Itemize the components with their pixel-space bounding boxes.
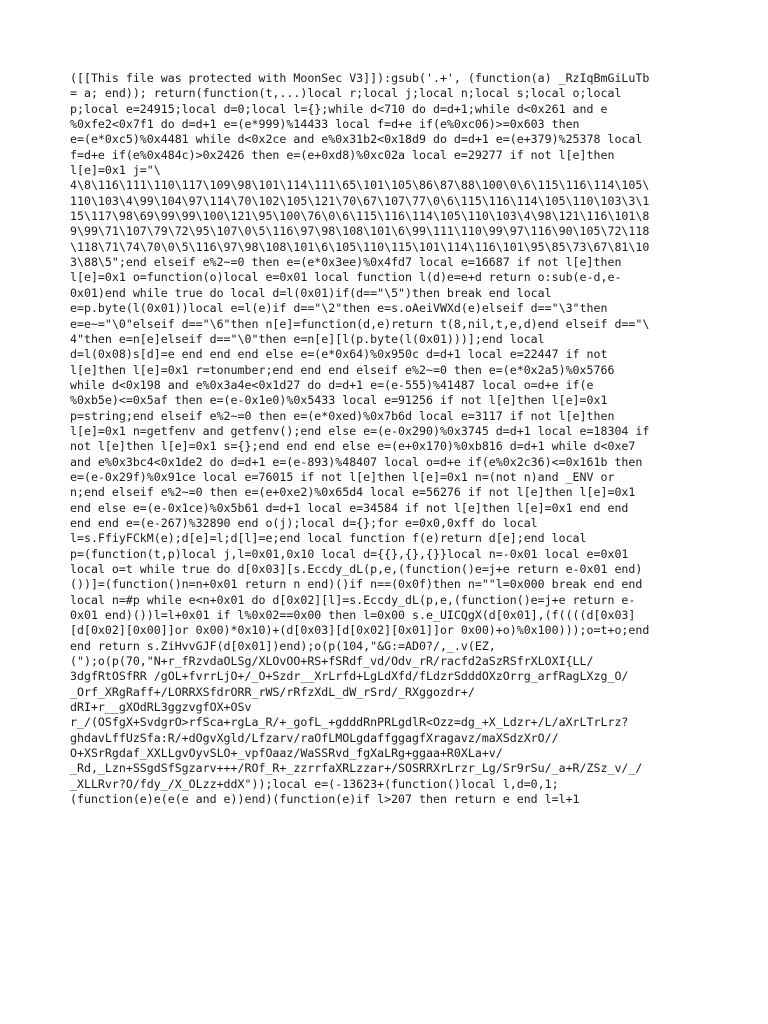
- code-line: %0xb5e)<=0x5af then e=(e-0x1e0)%0x5433 local e=91256 if not l[e]then l[e]=0x1: [70, 393, 608, 408]
- code-line: %0xfe2<0x7f1 do d=d+1 e=(e*999)%14433 local f=d+e if(e%0xc06)>=0x603 then: [70, 117, 580, 132]
- code-line: 3dgfRtOSfRR /gOL+fvrrLjO+/_O+Szdr__XrLrfd+LgLdXfd/fLdzrSdddOXzOrrg_arfRagLXzg_O/: [70, 669, 629, 684]
- code-line: l[e]then l[e]=0x1 r=tonumber;end end end elseif e%2~=0 then e=(e*0x2a5)%0x5766: [70, 362, 615, 377]
- code-line: r_/(OSfgX+SvdgrO>rfSca+rgLa_R/+_gofL_+gdddRnPRLgdlR<Ozz=dg_+X_Ldzr+/L/aXrLTrLrz?: [70, 715, 629, 730]
- code-line: 110\103\4\99\104\97\114\70\102\105\121\70\67\107\77\0\6\115\116\114\105\110\103\3\1: [70, 193, 650, 208]
- code-line: ([[This file was protected with MoonSec V3]]):gsub('.+', (function(a) _RzIqBmGiLuTb: [70, 71, 650, 85]
- code-line: end return s.ZiHvvGJF(d[0x01])end);o(p(104,"&G:=AD0?/,_.v(EZ,: [70, 638, 496, 653]
- code-line: ghdavLffUzSfa:R/+dOgvXgld/Lfzarv/raOfLMOLgdaffggagfXragavz/maXSdzXrO//: [70, 730, 559, 745]
- code-line: 9\99\71\107\79\72\95\107\0\5\116\97\98\108\101\6\99\111\110\99\97\116\90\105\72\118: [70, 224, 650, 239]
- code-line: while d<0x198 and e%0x3a4e<0x1d27 do d=d+1 e=(e-555)%41487 local o=d+e if(e: [70, 377, 594, 392]
- code-line: and e%0x3bc4<0x1de2 do d=d+1 e=(e-893)%48407 local o=d+e if(e%0x2c36)<=0x161b then: [70, 454, 643, 469]
- code-line: O+XSrRgdaf_XXLLgvOyvSLO+_vpfOaaz/WaSSRvd_fgXaLRg+ggaa+R0XLa+v/: [70, 746, 503, 761]
- code-line: e=(e*0xc5)%0x4481 while d<0x2ce and e%0x31b2<0x18d9 do d=d+1 e=(e+379)%25378 local: [70, 132, 643, 147]
- code-line: e=e~="\0"elseif d=="\6"then n[e]=function(d,e)return t(8,nil,t,e,d)end elseif d=="\: [70, 316, 650, 331]
- code-line: e=(e-0x29f)%0x91ce local e=76015 if not l[e]then l[e]=0x1 n=(not n)and _ENV or: [70, 469, 615, 484]
- code-line: local n=#p while e<n+0x01 do d[0x02][l]=s.Eccdy_dL(p,e,(function()e=j+e return e-: [70, 592, 636, 607]
- code-line: _Rd,_Lzn+SSgdSfSgzarv+++/ROf_R+_zzrrfaXRLzzar+/SOSRRXrLrzr_Lg/Sr9rSu/_a+R/ZSz_v/_/: [70, 761, 643, 776]
- code-line: 4\8\116\111\110\117\109\98\101\114\111\65\101\105\86\87\88\100\0\6\115\116\114\105\: [70, 178, 650, 193]
- code-line: _Orf_XRgRaff+/LORRXSfdrORR_rWS/rRfzXdL_dW_rSrd/_RXggozdr+/: [70, 684, 475, 699]
- code-line: l[e]=0x1 n=getfenv and getfenv();end else e=(e-0x290)%0x3745 d=d+1 local e=18304 if: [70, 423, 650, 438]
- code-line: (function(e)e(e(e and e))end)(function(e)if l>207 then return e end l=l+1: [70, 792, 580, 807]
- code-line: d=l(0x08)s[d]=e end end end else e=(e*0x64)%0x950c d=d+1 local e=22447 if not: [70, 347, 608, 362]
- code-line: \118\71\74\70\0\5\116\97\98\108\101\6\105\110\115\101\114\116\101\95\85\73\67\81\10: [70, 239, 650, 254]
- code-line: 3\88\5";end elseif e%2~=0 then e=(e*0x3ee)%0x4fd7 local e=16687 if not l[e]then: [70, 255, 622, 270]
- code-line: (");o(p(70,"N+r_fRzvdaOLSg/XLOvOO+RS+fSRdf_vd/Odv_rR/racfd2aSzRSfrXLOXI{LL/: [70, 654, 594, 669]
- code-line: _XLLRvr?O/fdy_/X_OLzz+ddX"));local e=(-13623+(function()local l,d=0,1;: [70, 776, 559, 791]
- code-page: [70, 71, 760, 808]
- code-line: f=d+e if(e%0x484c)>0x2426 then e=(e+0xd8)%0xc02a local e=29277 if not l[e]then: [70, 147, 615, 162]
- code-line: dRI+r__gXOdRL3ggzvgfOX+OSv: [70, 700, 252, 715]
- code-line: l[e]=0x1 o=function(o)local e=0x01 local function l(d)e=e+d return o:sub(e-d,e-: [70, 270, 622, 285]
- code-line: local o=t while true do d[0x03][s.Eccdy_dL(p,e,(function()e=j+e return e-0x01 end): [70, 562, 643, 576]
- code-line: p=string;end elseif e%2~=0 then e=(e*0xed)%0x7b6d local e=3117 if not l[e]then: [70, 408, 615, 423]
- code-line: ())]=(function()n=n+0x01 return n end)()if n==(0x0f)then n=""l=0x000 break end end: [70, 577, 643, 592]
- code-line: p;local e=24915;local d=0;local l={};while d<710 do d=d+1;while d<0x261 and e: [70, 101, 608, 116]
- code-line: not l[e]then l[e]=0x1 s={};end end end else e=(e+0x170)%0xb816 d=d+1 while d<0xe7: [70, 439, 636, 454]
- code-line: n;end elseif e%2~=0 then e=(e+0xe2)%0x65d4 local e=56276 if not l[e]then l[e]=0x1: [70, 485, 636, 500]
- code-line: p=(function(t,p)local j,l=0x01,0x10 local d={{},{},{}}local n=-0x01 local e=0x01: [70, 546, 629, 561]
- code-line: l=s.FfiyFCkM(e);d[e]=l;d[l]=e;end local function f(e)return d[e];end local: [70, 531, 587, 546]
- code-line: 4"then e=n[e]elseif d=="\0"then e=n[e][l(p.byte(l(0x01)))];end local: [70, 331, 545, 346]
- code-line: = a; end)); return(function(t,...)local r;local j;local n;local s;local o;local: [70, 86, 622, 101]
- code-line: 0x01)end while true do local d=l(0x01)if(d=="\5")then break end local: [70, 285, 552, 300]
- code-line: l[e]=0x1 j="\: [70, 163, 161, 178]
- code-line: [d[0x02][0x00]]or 0x00)*0x10)+(d[0x03][d[0x02][0x01]]or 0x00)+o)%0x100)));o=t+o;end: [70, 623, 650, 638]
- code-line: end else e=(e-0x1ce)%0x5b61 d=d+1 local e=34584 if not l[e]then l[e]=0x1 end end: [70, 500, 629, 515]
- code-line: end end e=(e-267)%32890 end o(j);local d={};for e=0x0,0xff do local: [70, 515, 538, 530]
- code-line: e=p.byte(l(0x01))local e=l(e)if d=="\2"then e=s.oAeiVWXd(e)elseif d=="\3"then: [70, 301, 608, 316]
- code-line: 15\117\98\69\99\99\100\121\95\100\76\0\6\115\116\114\105\110\103\4\98\121\116\101\8: [70, 209, 650, 224]
- code-line: 0x01 end)())l=l+0x01 if l%0x02==0x00 then l=0x00 s.e_UICQgX(d[0x01],(f((((d[0x03]: [70, 608, 636, 623]
